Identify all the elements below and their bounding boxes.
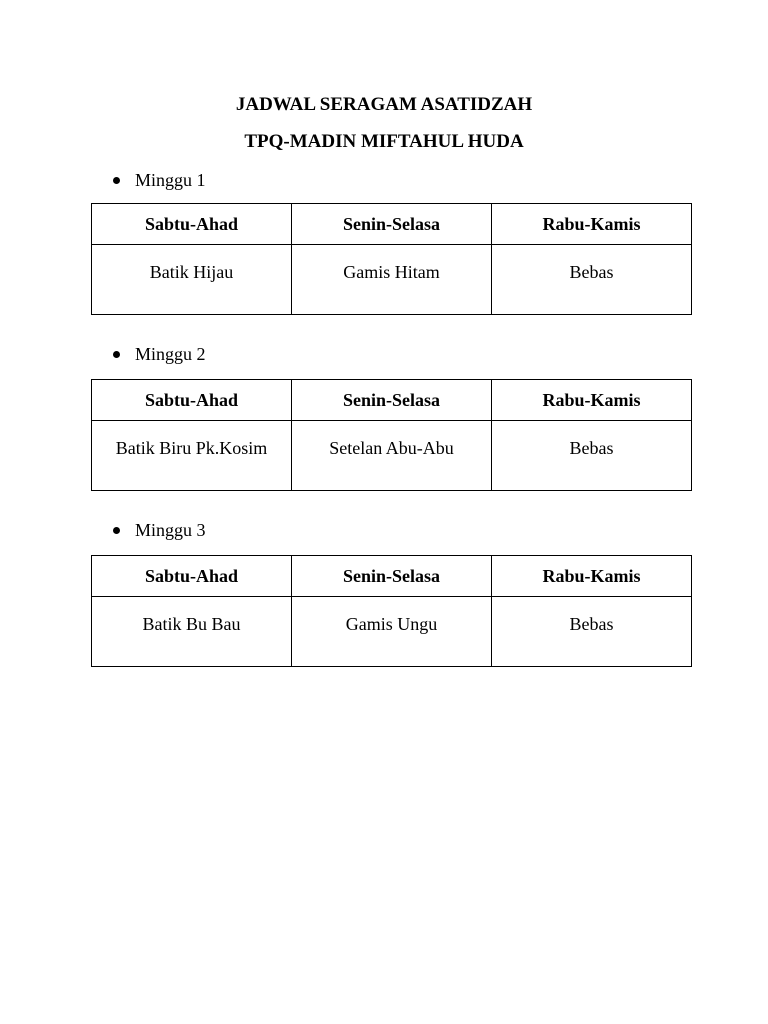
week-2-schedule-table xyxy=(91,379,692,491)
bullet-icon xyxy=(113,351,120,358)
header-senin-selasa: Senin-Selasa xyxy=(292,380,492,421)
table-row xyxy=(92,245,692,315)
week-3-label xyxy=(113,519,206,541)
header-rabu-kamis: Rabu-Kamis xyxy=(492,556,692,597)
bullet-icon xyxy=(113,177,120,184)
week-3-label-text: Minggu 3 xyxy=(135,520,206,540)
cell-senin-selasa: Gamis Ungu xyxy=(292,597,492,667)
bullet-icon xyxy=(113,527,120,534)
week-1-label-text: Minggu 1 xyxy=(135,170,206,190)
cell-rabu-kamis: Bebas xyxy=(492,245,692,315)
cell-senin-selasa: Setelan Abu-Abu xyxy=(292,421,492,491)
header-rabu-kamis: Rabu-Kamis xyxy=(492,380,692,421)
cell-senin-selasa: Gamis Hitam xyxy=(292,245,492,315)
cell-rabu-kamis: Bebas xyxy=(492,421,692,491)
table-header-row xyxy=(92,556,692,597)
cell-sabtu-ahad: Batik Biru Pk.Kosim xyxy=(92,421,292,491)
cell-sabtu-ahad: Batik Hijau xyxy=(92,245,292,315)
week-3-schedule-table xyxy=(91,555,692,667)
cell-sabtu-ahad: Batik Bu Bau xyxy=(92,597,292,667)
table-row xyxy=(92,421,692,491)
week-2-label xyxy=(113,343,206,365)
week-1-label xyxy=(113,169,206,191)
document-subtitle: TPQ-MADIN MIFTAHUL HUDA xyxy=(244,131,524,152)
header-senin-selasa: Senin-Selasa xyxy=(292,204,492,245)
table-row xyxy=(92,597,692,667)
week-2-label-text: Minggu 2 xyxy=(135,344,206,364)
header-sabtu-ahad: Sabtu-Ahad xyxy=(92,204,292,245)
header-rabu-kamis: Rabu-Kamis xyxy=(492,204,692,245)
document-title: JADWAL SERAGAM ASATIDZAH xyxy=(235,94,533,115)
header-sabtu-ahad: Sabtu-Ahad xyxy=(92,556,292,597)
week-1-schedule-table xyxy=(91,203,692,315)
cell-rabu-kamis: Bebas xyxy=(492,597,692,667)
header-senin-selasa: Senin-Selasa xyxy=(292,556,492,597)
table-header-row xyxy=(92,380,692,421)
header-sabtu-ahad: Sabtu-Ahad xyxy=(92,380,292,421)
table-header-row xyxy=(92,204,692,245)
